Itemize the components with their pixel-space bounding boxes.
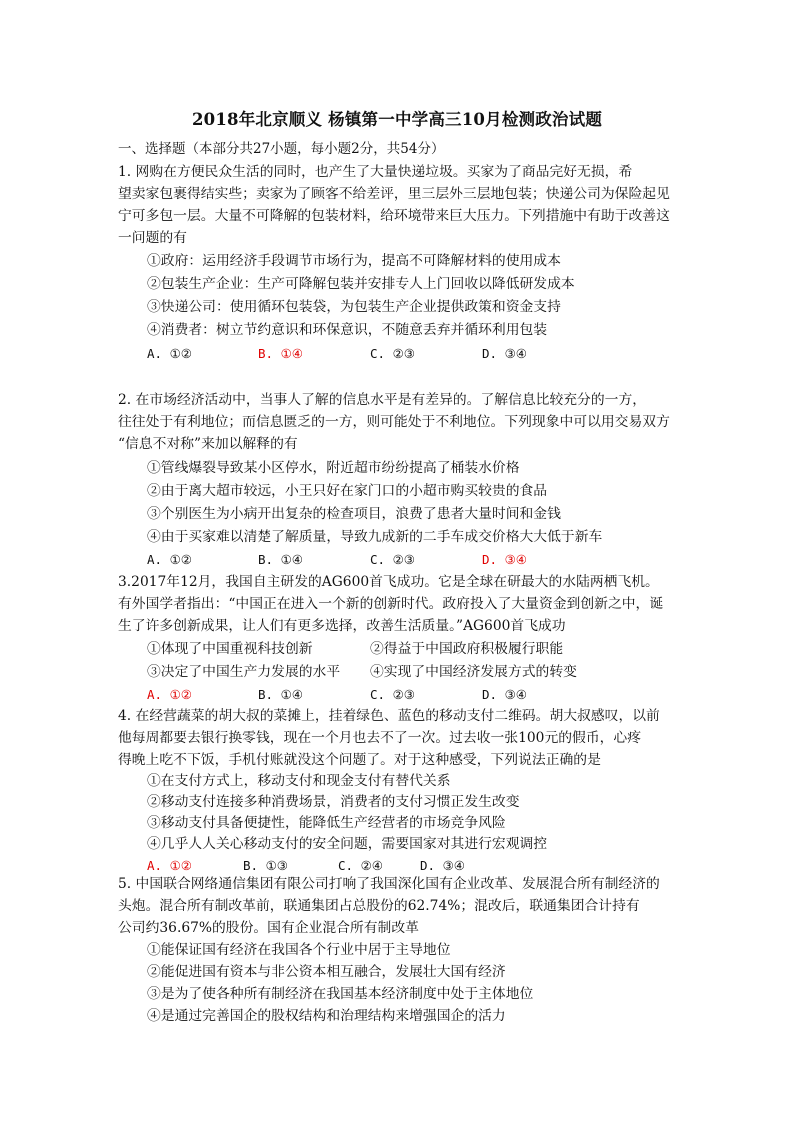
q5-line: 头炮。混合所有制改革前，联通集团占总股份的62.74%；混改后，联通集团合计持有 — [118, 898, 640, 914]
q1-option: ④消费者：树立节约意识和环保意识，不随意丢弃并循环利用包装 — [147, 322, 548, 338]
q3-option: ④实现了中国经济发展方式的转变 — [370, 664, 577, 680]
q1-line: 一问题的有 — [118, 230, 187, 246]
answer-choice-b: B. ①③ — [243, 858, 288, 873]
answer-choice-d: D. ③④ — [482, 346, 527, 361]
answer-choice-a: A. ①② — [147, 552, 192, 567]
answer-choice-d: D. ③④ — [420, 858, 465, 873]
section-heading: 一、选择题（本部分共27小题，每小题2分，共54分） — [118, 141, 445, 157]
q4-option: ①在支付方式上，移动支付和现金支付有替代关系 — [147, 773, 451, 789]
q5-option: ③是为了使各种所有制经济在我国基本经济制度中处于主体地位 — [147, 986, 534, 1002]
answer-choice-a-correct: A. ①② — [147, 858, 192, 873]
q4-line: 4. 在经营蔬菜的胡大叔的菜摊上，挂着绿色、蓝色的移动支付二维码。胡大叔感叹，以前 — [118, 708, 660, 724]
q1-option: ②包装生产企业：生产可降解包装并安排专人上门回收以降低研发成本 — [147, 276, 575, 292]
q3-line: 3.2017年12月，我国自主研发的AG600首飞成功。它是全球在研最大的水陆两栖飞机。 — [118, 574, 659, 590]
q2-option: ③个别医生为小病开出复杂的检查项目，浪费了患者大量时间和金钱 — [147, 506, 561, 522]
q4-option: ②移动支付连接多种消费场景，消费者的支付习惯正发生改变 — [147, 794, 520, 810]
q2-line: 往往处于有利地位；而信息匮乏的一方，则可能处于不利地位。下列现象中可以用交易双方 — [118, 414, 670, 430]
q2-option: ④由于买家难以清楚了解质量，导致九成新的二手车成交价格大大低于新车 — [147, 529, 603, 545]
q3-line: 有外国学者指出：“中国正在进入一个新的创新时代。政府投入了大量资金到创新之中，诞 — [118, 596, 664, 612]
q1-option: ③快递公司：使用循环包装袋，为包装生产企业提供政策和资金支持 — [147, 299, 561, 315]
q5-option: ①能保证国有经济在我国各个行业中居于主导地位 — [147, 942, 451, 958]
q4-line: 得晚上吃不下饭，手机付账就没这个问题了。对于这种感受，下列说法正确的是 — [118, 752, 601, 768]
q4-option: ③移动支付具备便捷性，能降低生产经营者的市场竞争风险 — [147, 815, 506, 831]
q3-option: ①体现了中国重视科技创新 — [147, 641, 313, 657]
q3-line: 生了许多创新成果，让人们有更多选择，改善生活质量。”AG600首飞成功 — [118, 618, 566, 634]
q4-line: 他每周都要去银行换零钱，现在一个月也去不了一次。过去收一张100元的假币，心疼 — [118, 730, 642, 746]
q5-line: 公司约36.67%的股份。国有企业混合所有制改革 — [118, 920, 419, 936]
answer-choice-c: C. ②③ — [370, 346, 415, 361]
q1-line: 1. 网购在方便民众生活的同时，也产生了大量快递垃圾。买家为了商品完好无损，希 — [118, 164, 633, 180]
q1-option: ①政府：运用经济手段调节市场行为，提高不可降解材料的使用成本 — [147, 253, 561, 269]
answer-choice-b-correct: B. ①④ — [258, 346, 303, 361]
q2-option: ①管线爆裂导致某小区停水，附近超市纷纷提高了桶装水价格 — [147, 460, 520, 476]
q2-option: ②由于离大超市较远，小王只好在家门口的小超市购买较贵的食品 — [147, 483, 548, 499]
answer-choice-c: C. ②③ — [370, 552, 415, 567]
q2-line: 2. 在市场经济活动中，当事人了解的信息水平是有差异的。了解信息比较充分的一方， — [118, 392, 647, 408]
page-title: 2018年北京顺义 杨镇第一中学高三10月检测政治试题 — [191, 110, 603, 129]
answer-choice-c: C. ②③ — [370, 687, 415, 702]
q2-line: “信息不对称”来加以解释的有 — [118, 436, 298, 452]
answer-choice-b: B. ①④ — [258, 687, 303, 702]
answer-choice-b: B. ①④ — [258, 552, 303, 567]
q5-option: ②能促进国有资本与非公资本相互融合，发展壮大国有经济 — [147, 964, 506, 980]
answer-choice-d-correct: D. ③④ — [482, 552, 527, 567]
q3-option: ②得益于中国政府积极履行职能 — [370, 641, 564, 657]
q1-line: 宁可多包一层。大量不可降解的包装材料，给环境带来巨大压力。下列措施中有助于改善这 — [118, 208, 670, 224]
q1-line: 望卖家包裹得结实些；卖家为了顾客不给差评，里三层外三层地包装；快递公司为保险起见 — [118, 186, 670, 202]
answer-choice-a-correct: A. ①② — [147, 687, 192, 702]
answer-choice-c: C. ②④ — [338, 858, 383, 873]
q4-option: ④几乎人人关心移动支付的安全问题，需要国家对其进行宏观调控 — [147, 836, 548, 852]
answer-choice-d: D. ③④ — [482, 687, 527, 702]
q5-option: ④是通过完善国企的股权结构和治理结构来增强国企的活力 — [147, 1008, 506, 1024]
q3-option: ③决定了中国生产力发展的水平 — [147, 664, 341, 680]
q5-line: 5. 中国联合网络通信集团有限公司打响了我国深化国有企业改革、发展混合所有制经济的 — [118, 876, 660, 892]
answer-choice-a: A. ①② — [147, 346, 192, 361]
